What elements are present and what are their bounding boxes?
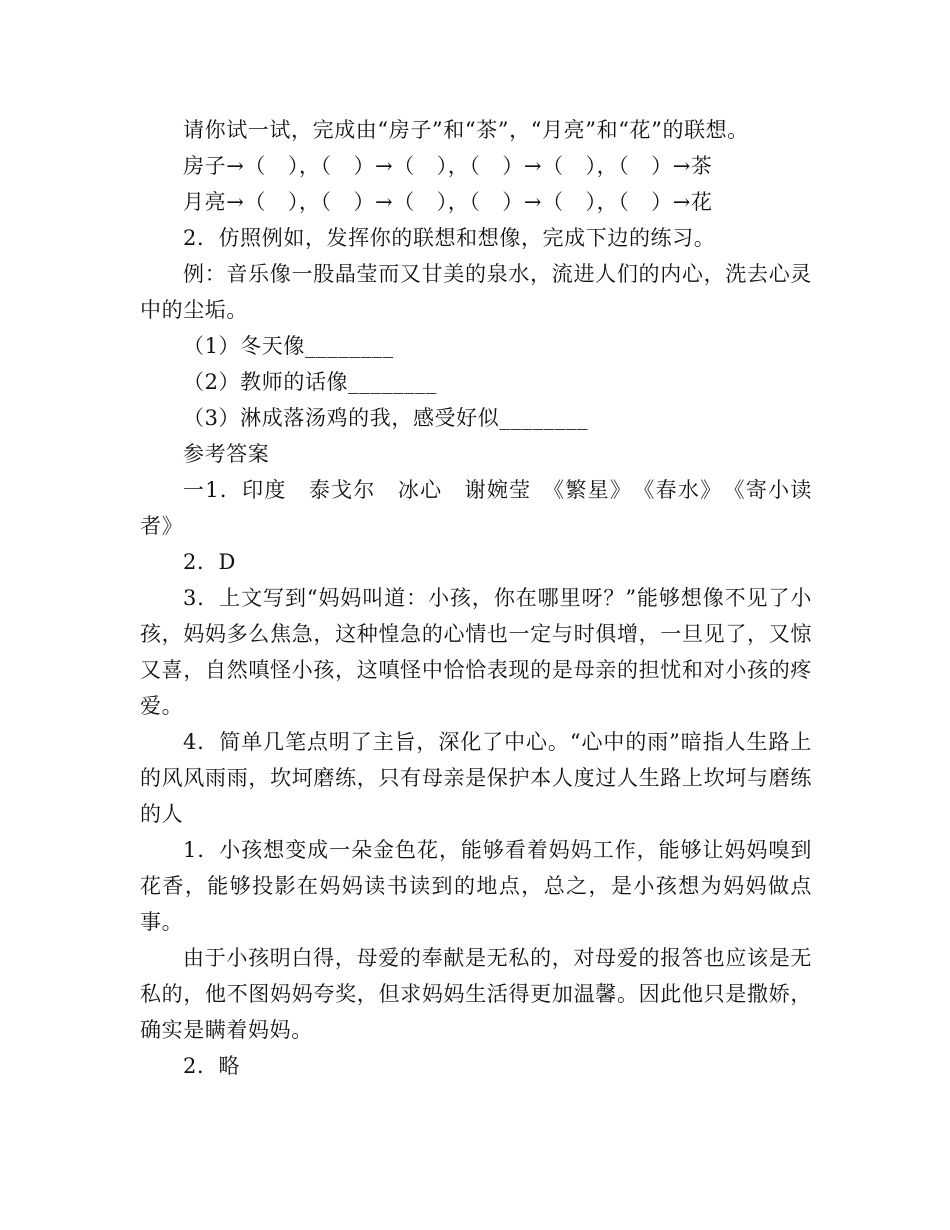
answer-key-heading: 参考答案: [183, 442, 270, 466]
question-2-instruction: 2．仿照例如，发挥你的联想和想像，完成下边的练习。: [183, 226, 716, 250]
association-row-moon-flower: 月亮→（ ），（ ）→（ ），（ ）→（ ），（ ）→花: [183, 190, 713, 214]
example-sentence: 例：音乐像一股晶莹而又甘美的泉水，流进人们的内心，洗去心灵中的尘垢。: [140, 262, 812, 322]
answer-2-1: 1．小孩想变成一朵金色花，能够看着妈妈工作，能够让妈妈嗅到花香，能够投影在妈妈读书读到的地点，总之，是小孩想为妈妈做点事。: [140, 838, 812, 934]
exercise-item-1: （1）冬天像________: [183, 334, 394, 358]
answer-1-2: 2．D: [183, 550, 236, 574]
paragraph-association-intro: 请你试一试，完成由“房子”和“茶”，“月亮”和“花”的联想。: [183, 118, 749, 142]
document-body: [140, 112, 812, 1084]
exercise-item-2: （2）教师的话像________: [183, 370, 437, 394]
answer-2-1-continued: 由于小孩明白得，母爱的奉献是无私的，对母爱的报答也应该是无私的，他不图妈妈夸奖，但求妈妈生活得更加温馨。因此他只是撒娇，确实是瞒着妈妈。: [140, 946, 812, 1042]
answer-1-3: 3．上文写到“妈妈叫道：小孩，你在哪里呀？”能够想像不见了小孩，妈妈多么焦急，这种惶急的心情也一定与时俱增，一旦见了，又惊又喜，自然嗔怪小孩，这嗔怪中恰恰表现的是母亲的担忧和对小孩的疼爱。: [140, 586, 812, 718]
exercise-item-3: （3）淋成落汤鸡的我，感受好似________: [183, 406, 589, 430]
answer-2-2: 2．略: [183, 1054, 241, 1078]
association-row-house-tea: 房子→（ ），（ ）→（ ），（ ）→（ ），（ ）→茶: [183, 154, 713, 178]
answer-1-1: 一1．印度 泰戈尔 冰心 谢婉莹 《繁星》 《春水》 《寄小读者》: [140, 478, 812, 538]
answer-1-4: 4．简单几笔点明了主旨，深化了中心。“心中的雨”暗指人生路上的风风雨雨，坎坷磨练，只有母亲是保护本人度过人生路上坎坷与磨练的人: [140, 730, 812, 826]
